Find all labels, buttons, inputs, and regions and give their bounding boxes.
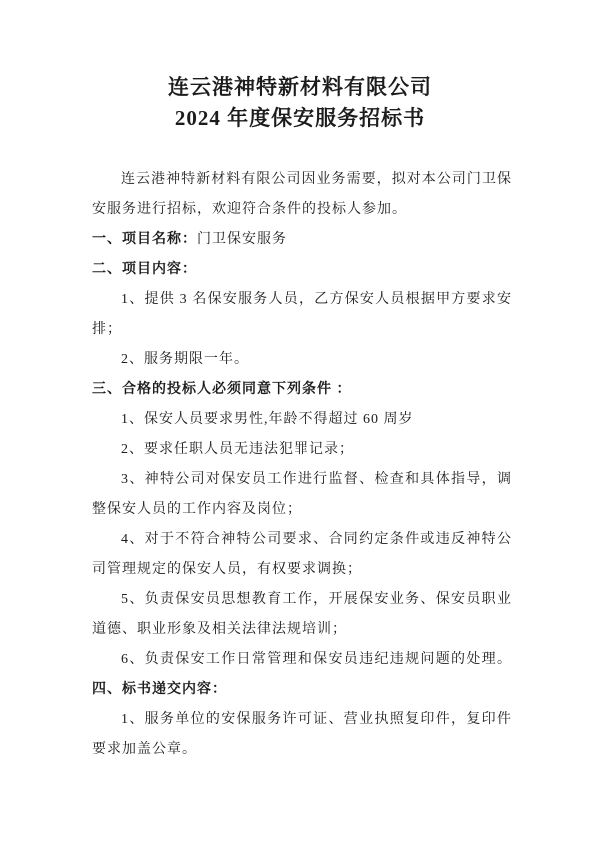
- text-line: [92, 645, 512, 675]
- heading-label: 二、项目内容：: [92, 262, 197, 277]
- line-text: 门卫保安服务: [197, 232, 287, 247]
- text-line: [92, 585, 512, 615]
- line-text: 司管理规定的保安人员，有权要求调换；: [92, 562, 362, 577]
- title-line-2: 2024 年度保安服务招标书: [174, 106, 426, 130]
- line-text: 5、负责保安员思想教育工作，开展保安业务、保安员职业: [121, 592, 512, 607]
- line-text: 连云港神特新材料有限公司因业务需要，拟对本公司门卫保: [121, 172, 512, 187]
- text-line: [92, 555, 512, 585]
- text-line: [92, 615, 512, 645]
- text-line: [92, 705, 512, 735]
- line-text: 6、负责保安工作日常管理和保安员违纪违规问题的处理。: [121, 652, 512, 667]
- text-line: [92, 315, 512, 345]
- line-text: 2、服务期限一年。: [121, 352, 249, 367]
- line-text: 道德、职业形象及相关法律法规培训；: [92, 622, 347, 637]
- text-line: [92, 735, 512, 765]
- text-line: [92, 405, 512, 435]
- heading-label: 一、项目名称：: [92, 232, 197, 247]
- text-line: [92, 525, 512, 555]
- text-line: [92, 195, 512, 225]
- line-text: 1、提供 3 名保安服务人员，乙方保安人员根据甲方要求安: [121, 292, 512, 307]
- text-line: [92, 495, 512, 525]
- line-text: 3、神特公司对保安员工作进行监督、检查和具体指导，调: [121, 472, 512, 487]
- line-text: 要求加盖公章。: [92, 742, 197, 757]
- title-line-1: 连云港神特新材料有限公司: [168, 75, 432, 99]
- text-line: [92, 435, 512, 465]
- text-line: [92, 465, 512, 495]
- text-line: [92, 345, 512, 375]
- line-text: 安服务进行招标，欢迎符合条件的投标人参加。: [92, 202, 407, 217]
- line-text: 4、对于不符合神特公司要求、合同约定条件或违反神特公: [121, 532, 512, 547]
- section-heading-line: [92, 255, 512, 285]
- section-heading-line: [92, 375, 512, 405]
- line-text: 1、服务单位的安保服务许可证、营业执照复印件，复印件: [121, 712, 512, 727]
- line-text: 整保安人员的工作内容及岗位；: [92, 502, 302, 517]
- line-text: 1、保安人员要求男性,年龄不得超过 60 周岁: [121, 412, 414, 427]
- line-text: 2、要求任职人员无违法犯罪记录；: [121, 442, 354, 457]
- line-text: 排；: [92, 322, 122, 337]
- document-body: [92, 165, 512, 765]
- text-line: [92, 285, 512, 315]
- document-title: [0, 0, 600, 134]
- section-heading-line: [92, 675, 512, 705]
- text-line: [92, 165, 512, 195]
- heading-label: 四、标书递交内容：: [92, 682, 227, 697]
- section-heading-line: [92, 225, 512, 255]
- heading-label: 三、合格的投标人必须同意下列条件 ：: [92, 382, 352, 397]
